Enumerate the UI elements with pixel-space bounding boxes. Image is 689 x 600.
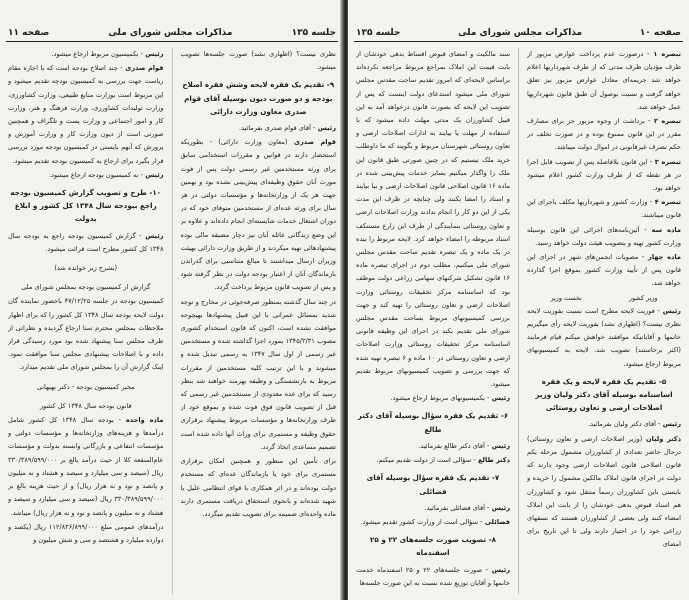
header-rule (6, 41, 338, 42)
speaker-name: فضائلی (482, 517, 510, 526)
column-right (527, 48, 681, 594)
speaker-name: رئیس (141, 231, 164, 240)
paragraph-text: ۸- تصویب صورت جلسه‌های ۲۲ و ۲۵ اسفندماه (370, 535, 496, 558)
paragraph-text: - بکمیسیونهای مربوط ارجاع میشود. (390, 394, 490, 403)
centered-line (8, 281, 164, 294)
paragraph (527, 196, 681, 222)
page-number: صفحه ۱۱ (8, 28, 50, 38)
paragraph-text: - آقای فضائلی بفرمائید. (424, 503, 490, 512)
paragraph-text: کمیسیون بودجه در جلسه ۴۷/۱۲/۲۵ باحضور نماینده گان دولت لایحه بودجه سال ۱۳۴۸ کل کشور را که برای اظهار ملاحظات بمجلس محترم سنا ارجاع گردیده و نظراتی از طرف مجلس سنا پیشنهاد شده بود مورد رسیدگی قرار داده و با اصلاحات پیشنهادی مجلس سنا موافقت نمود. اینک گزارش آن را بمجلس شورای ملی تقدیم میدارد. (8, 297, 164, 372)
paragraph-text: - درصورت عدم پرداخت عوارض مزبور از طرف مؤدیان ظرف مدتی که از طرف شهرداریها اعلام خواهد شد جریمه‌ای معادل عوارض مزبور نیز تعلق خواهد گرفت و نسبت بوصول آن طبق قانون شهرداریها عمل خواهد شد. (527, 50, 681, 111)
paragraph (8, 521, 164, 547)
paragraph (527, 305, 681, 371)
speaker-name: ماده سه (646, 225, 681, 234)
paragraph (8, 230, 164, 256)
paragraph-text: - سؤالی است از دولت تقدیم میکنم. (376, 456, 476, 465)
paragraph (181, 296, 337, 454)
paragraph (527, 48, 681, 114)
paragraph-text: درآمدهای عمومی مبلغ ۱۱۲/۸۳۶/۸۹۹/۰۰۰ ریال (یکصد و دوازده میلیارد و هشتصد و سی و شش میلیون و (8, 522, 164, 544)
paragraph-text: ۷- تقدیم یک فقره سؤال بوسیله آقای فضائلی (366, 473, 500, 496)
paragraph (527, 418, 681, 431)
column-divider (518, 48, 519, 594)
speaker-name: قوام صدری (122, 64, 164, 73)
paragraph-text: ۱۰- طرح و تصویب گزارش کمیسیون بودجه راجع ببودجه سال ۱۳۴۸ کل کشور و ابلاغ بدولت (10, 188, 162, 224)
header-rule (354, 41, 683, 42)
paragraph (356, 440, 510, 453)
paragraph-text: - فوریت لایحه مطرح است نسبت بفوریت لایحه نظری نیست؟ (اظهاری نشد) بفوریت لایحه رأی میگیریم خانمها و آقایانیکه موافقند خواهش میکنم قیام فرمایند (اکثر برخاستند) تصویب شد. لایحه به کمیسیونهای مربوط ارجاع میشود. (527, 306, 681, 368)
paragraph-text: - بودجه سال ۱۳۴۸ کل کشور شامل درآمدها و هزینه‌های وزارتخانه‌ها و مؤسسات دولتی و مؤسسات انتفاعی و بازرگانی وابسته بدولت و مؤسسات عام‌المنفعه کلا از حیث درآمد بالغ بر ۳۳۰/۳۸۹/۵۹۹/۰۰۰ ریال (سیصد و سی میلیارد و سیصد و هشتاد و نه میلیون و پانصد و نود و نه هزار ریال) و از حیث هزینه بالغ بر ۳۳۰/۳۸۹/۵۹۹/۰۰۰ ریال (سیصد و سی میلیارد و سیصد و هشتاد و نه میلیون و پانصد و نود و نه هزار ریال) میباشد. (8, 416, 164, 517)
speaker-name: رئیس (142, 50, 164, 58)
speaker-name: رئیس (659, 306, 681, 315)
speaker-name: رئیس (489, 503, 510, 512)
signature-block (527, 292, 681, 305)
agenda-item-heading (8, 186, 164, 226)
speaker-name: رئیس (660, 420, 681, 429)
centered-line (8, 381, 164, 394)
paragraph (181, 455, 337, 521)
column-left (8, 48, 164, 594)
paragraph-text: (معاون وزارت دارائی) - بطوریکه استحضار دارند در قوانین و مقررات استخدامی سابق برای ورثه مستخدمین غیر رسمی دولت پس از فوت مورث آنان حقوق وظیفه‌ای پیش‌بینی نشده بود و بهمین جهت هر یک از وزارتخانه‌ها و مؤسسات دولتی در هر سال برای ورثه عده‌ای از مستخدمین متوفای خود که در دوران اشتغال خدمات شایسته‌ای انجام داده‌اند و علاوه بر این وضع زندگانی عائله آنان نیز دچار مضیقه مالی بوده پیشنهادهائی تهیه میکردند و از طریق وزارت دارائی بهیئت وزیران ارسال میداشتند تا مبالغ متناسبی برای گذراندن بازماندگان آنان از اعتبار بودجه دولت در نظر گرفته شود و پس از تصویب قانون مربوط پرداخت گردد. (180, 138, 336, 292)
paragraph-text: - صورت جلسه‌های ۲۲ و ۲۵ اسفندماه خدمت خانمها و آقایان توزیع شده نسبت به این صورت جلسه‌ها (356, 565, 510, 587)
publication-title: مذاکرات مجلس شورای ملی (108, 28, 233, 38)
paragraph-text: سند مالکیت و امضای قبوض اقساط بدهی خودشان از بابت قیمت این املاک بمراجع مربوط مراجعه نکرده‌اند براساس لایحه‌ای که امروز تقدیم ساحت مقدس مجلس شورای ملی میشود استدعای دولت اینست که پس از تصویب این لایحه که بصورت قانون درخواهد آمد به این قبیل کشاورزان یک مدتی مهلت داده میشود که با استفاده از مهلت یا بیایند به ادارات اصلاحات ارضی و تعاون روستائی شهرستان مربوط و بگویند که ما داوطلب خرید ملک نیستیم که در چنین صورتی طبق قانون این ملک را واگذار میکنیم بسایر خدمات پیش‌بینی شده در ماده ۱۶ قانون اصلاحی قانون اصلاحات ارضی و بیا بیایند و اسناد را امضا بکنند ولی چنانچه در ظرف این مدت یکی از این دو کار را انجام ندادند وزارت اصلاحات ارضی و تعاون روستائی بنمایندگی از طرف این زارع مستنکف اسناد مربوطه را امضاء خواهد کرد. لایحه مربوط را بنده در یک ماده و یک تبصره تقدیم ساحت مقدس مجلس شورای ملی میکنیم. مطلب دوم در اجرای تبصره ماده ۱۶ قانون تشکیل شرکتهای سهامی زراعی دولت موظف بود که اساسنامه مرکز تحقیقات روستائی وزارت اصلاحات ارضی و تعاون روستائی را تهیه کند و جهت بررسی کمیسیونهای مربوط بساحت مقدس مجلس شورای ملی تقدیم بکند در اجرای این وظیفه قانونی اساسنامه مرکز تحقیقات روستائی وزارت اصلاحات ارضی و تعاون روستائی در ۱۰ ماده و ۶ تبصره تهیه شده که جهت بررسی و تصویب کمیسیونهای مربوط تقدیم میشود. (356, 50, 510, 389)
paragraph (8, 48, 164, 61)
paragraph-text: گزارش از کمیسیون بودجه بمجلس شورای ملی (21, 283, 151, 292)
paragraph (8, 414, 164, 520)
session-number: جلسه ۱۳۵ (356, 28, 401, 38)
paragraph-text: (بشرح زیر خوانده شد) (54, 264, 118, 273)
column-left (356, 48, 510, 594)
publication-title: مذاکرات مجلس شورای ملی (458, 28, 583, 38)
paragraph (527, 224, 681, 250)
paragraph-text: - این قانون بلافاصله پس از تصویب قابل اجرا در هر نقطه که از طرف وزارت کشور اعلام میشود خواهد بود. (527, 157, 681, 193)
page-number: صفحه ۱۰ (639, 28, 681, 38)
paragraph-text: ۶- تقدیم یک فقره سؤال بوسیله آقای دکتر طالع (357, 411, 509, 434)
agenda-item-heading (356, 471, 510, 497)
paragraph (8, 62, 164, 168)
speaker-name: رئیس (489, 394, 510, 403)
paragraph-text: ۹- تقدیم یک فقره لایحه وشش فقره اصلاح بودجه و دو صورت دیون بوسیله آقای قوام صدری معاون وزارت دارائی (182, 80, 335, 116)
paragraph-text: - سؤالی است از وزارت کشور تقدیم میشود. (360, 517, 483, 526)
speaker-name: رئیس (487, 565, 510, 574)
signatory: نخست وزیر (550, 293, 582, 302)
paragraph-text: - گزارش کمیسیون بودجه راجع به بودجه سال ۱۳۴۸ کل کشور مطرح است قرائت میشود. (8, 231, 164, 253)
paragraph (527, 156, 681, 196)
paragraph (356, 564, 510, 590)
column-divider (172, 48, 173, 594)
paragraph (356, 48, 510, 391)
speaker-name: قوام صدری (287, 138, 336, 147)
paragraph (8, 295, 164, 374)
column-right (181, 48, 337, 594)
speaker-name: ماده چهار (644, 253, 681, 262)
centered-line (8, 400, 164, 413)
paragraph (356, 392, 510, 405)
speaker-name: تبصره ۲ (650, 117, 681, 126)
speaker-name: رئیس (315, 124, 336, 133)
agenda-item-heading (356, 409, 510, 435)
speaker-name: رئیس (489, 441, 510, 450)
paragraph-text: مخبر کمیسیون بودجه - دکتر بهبهانی (36, 382, 135, 391)
right-page (348, 0, 689, 600)
paragraph-text: ۵- تقدیم یک فقره لایحه و یک فقره اساسنامه بوسیله آقای دکتر ولیان وزیر اصلاحات ارضی و تعاون روستائی (535, 376, 673, 413)
paragraph-text: - آقای دکتر طالع بفرمائید. (418, 441, 490, 450)
centered-line (8, 262, 164, 275)
paragraph-text: - وزارت کشور و شهرداریها مکلف باجرای این قانون میباشند. (527, 198, 681, 220)
speaker-name: تبصره ۳ (652, 157, 681, 166)
paragraph-text: - آقای دکتر ولیان بفرمائید. (588, 420, 661, 429)
agenda-item-heading (527, 375, 681, 415)
paragraph (181, 122, 337, 135)
running-head-left (8, 26, 336, 40)
paragraph-text: - چند اصلاح بودجه است که با اجازه مقام ریاست جهت بررسی به کمیسیون بودجه تقدیم میشود و این مربوط است بوزارت منابع طبیعی، وزارت کشاورزی، وزارت تولیدات کشاورزی، وزارت فرهنگ و هنر، وزارت کار و امور اجتماعی و وزارت پست و تلگراف و همچنین صورتی است از دیون وزارت کار و وزارت آموزش و پرورش که آنهم بایستی در کمیسیون بودجه مورد بررسی قرار بگیرد برای ارجاع به کمیسیون بودجه تقدیم میشود. (8, 64, 164, 165)
paragraph (527, 115, 681, 155)
paragraph (8, 169, 164, 182)
paragraph-text: - به کمیسیون بودجه ارجاع میشود. (48, 170, 143, 179)
paragraph (181, 136, 337, 294)
agenda-item-heading (356, 533, 510, 559)
speaker-name: رئیس (142, 170, 164, 179)
session-number: جلسه ۱۳۵ (291, 28, 336, 38)
running-head-right (356, 26, 681, 40)
paragraph (356, 454, 510, 467)
speaker-name: دکتر ولیان (642, 434, 681, 443)
agenda-item-heading (181, 78, 337, 118)
paragraph-text: (وزیر اصلاحات ارضی و تعاون روستائی) درحال حاضر تعدادی از کشاورزان مشمول مرحله یکم قانون اصلاحی قانون اصلاحات ارضی وجود دارند که دولت در اجرای قانون املاک مالکین مشمول را خریده و بایستی باین کشاورزان رسماً منتقل شود و کشاورزان هم اسناد قبوض بدهی خودشان را از بابت این املاک امضاء کنند ولی بعضی از کشاورزان هستند که نسقهای زراعی خود را در اختیار دارند ولی تا این تاریخ برای امضای (527, 434, 681, 549)
paragraph-text: در چند سال گذشته بمنظور صرفه‌جوئی در مخارج و توجه شدید بمسائل عمرانی با این قبیل پیشنهادها بهیچوجه موافقت نشده است، اکنون که قانون استخدام کشوری مصوب ۱۳۴۵/۳/۳۱ بمورد اجرا گذاشته شده و مستخدمین غیر رسمی از اول سال ۱۳۴۷ به رسمی تبدیل شده و میشوند و با این ترتیب کلیه مستخدمین از مقررات مربوط به بازنشستگی و وظیفه بهرمند خواهند شد بنظر رسید که برای عده معدودی از مستخدمین غیر رسمی که قبل از تصویب قانون فوق فوت شده و بموقع خود از طرف وزارتخانه‌ها و مؤسسات مربوط پیشنهاد برقراری حقوق وظیفه و مستمری برای وراث آنها داده شده است تصمیم مساعدی اتخاذ گردد. (180, 297, 336, 451)
speaker-name: تبصره ۴ (652, 198, 681, 207)
paragraph (527, 433, 681, 552)
paragraph (181, 48, 337, 74)
speaker-name: ماده واحده (120, 416, 164, 425)
speaker-name: تبصره ۱ (649, 50, 681, 58)
paragraph (356, 516, 510, 529)
paragraph (356, 502, 510, 515)
paragraph-text: - برداشت از وجوه مزبور جز برای مصارف مقرر در این قانون ممنوع بوده و در صورت تخلف در حکم تصرف غیرقانونی در اموال دولت میباشد. (527, 117, 681, 152)
paragraph-text: برای تأمین این منظور و همچنین امکان برقراری مستمری برای خود یا بازماندگان عده‌ای که مستخدم دولت بوده‌اند و در اثر همکاری با قوای انتظامی علیل یا شهید شده‌اند و بانحوی استحقاق دریافت مستمری دارند ماده واحده‌ای ضمیمه برای تصویب تقدیم میگردد. (180, 457, 336, 518)
paragraph-text: - مصوبات انجمن‌های شهر در اجرای این قانون پس از تأیید وزارت کشور بموقع اجرا گذارده خواهد شد. (527, 253, 681, 288)
signatory: وزیر کشور (628, 293, 658, 302)
paragraph-text: قانون بودجه سال ۱۳۴۸ کل کشور (39, 401, 132, 410)
paragraph (527, 251, 681, 291)
paragraph-text: - آئین‌نامه‌های اجرائی این قانون بوسیله وزارت کشور تهیه و بتصویب هیئت دولت خواهد رسید. (527, 225, 681, 247)
paragraph-text: نظری نیست؟ (اظهاری نشد) صورت جلسه‌ها تصویب میشود. (180, 50, 336, 72)
paragraph-text: - آقای قوام صدری بفرمائید. (238, 124, 316, 133)
left-page (0, 0, 344, 600)
speaker-name: دکتر طالع (475, 456, 510, 465)
paragraph-text: - بکمیسیون مربوط ارجاع میشود. (51, 50, 143, 58)
